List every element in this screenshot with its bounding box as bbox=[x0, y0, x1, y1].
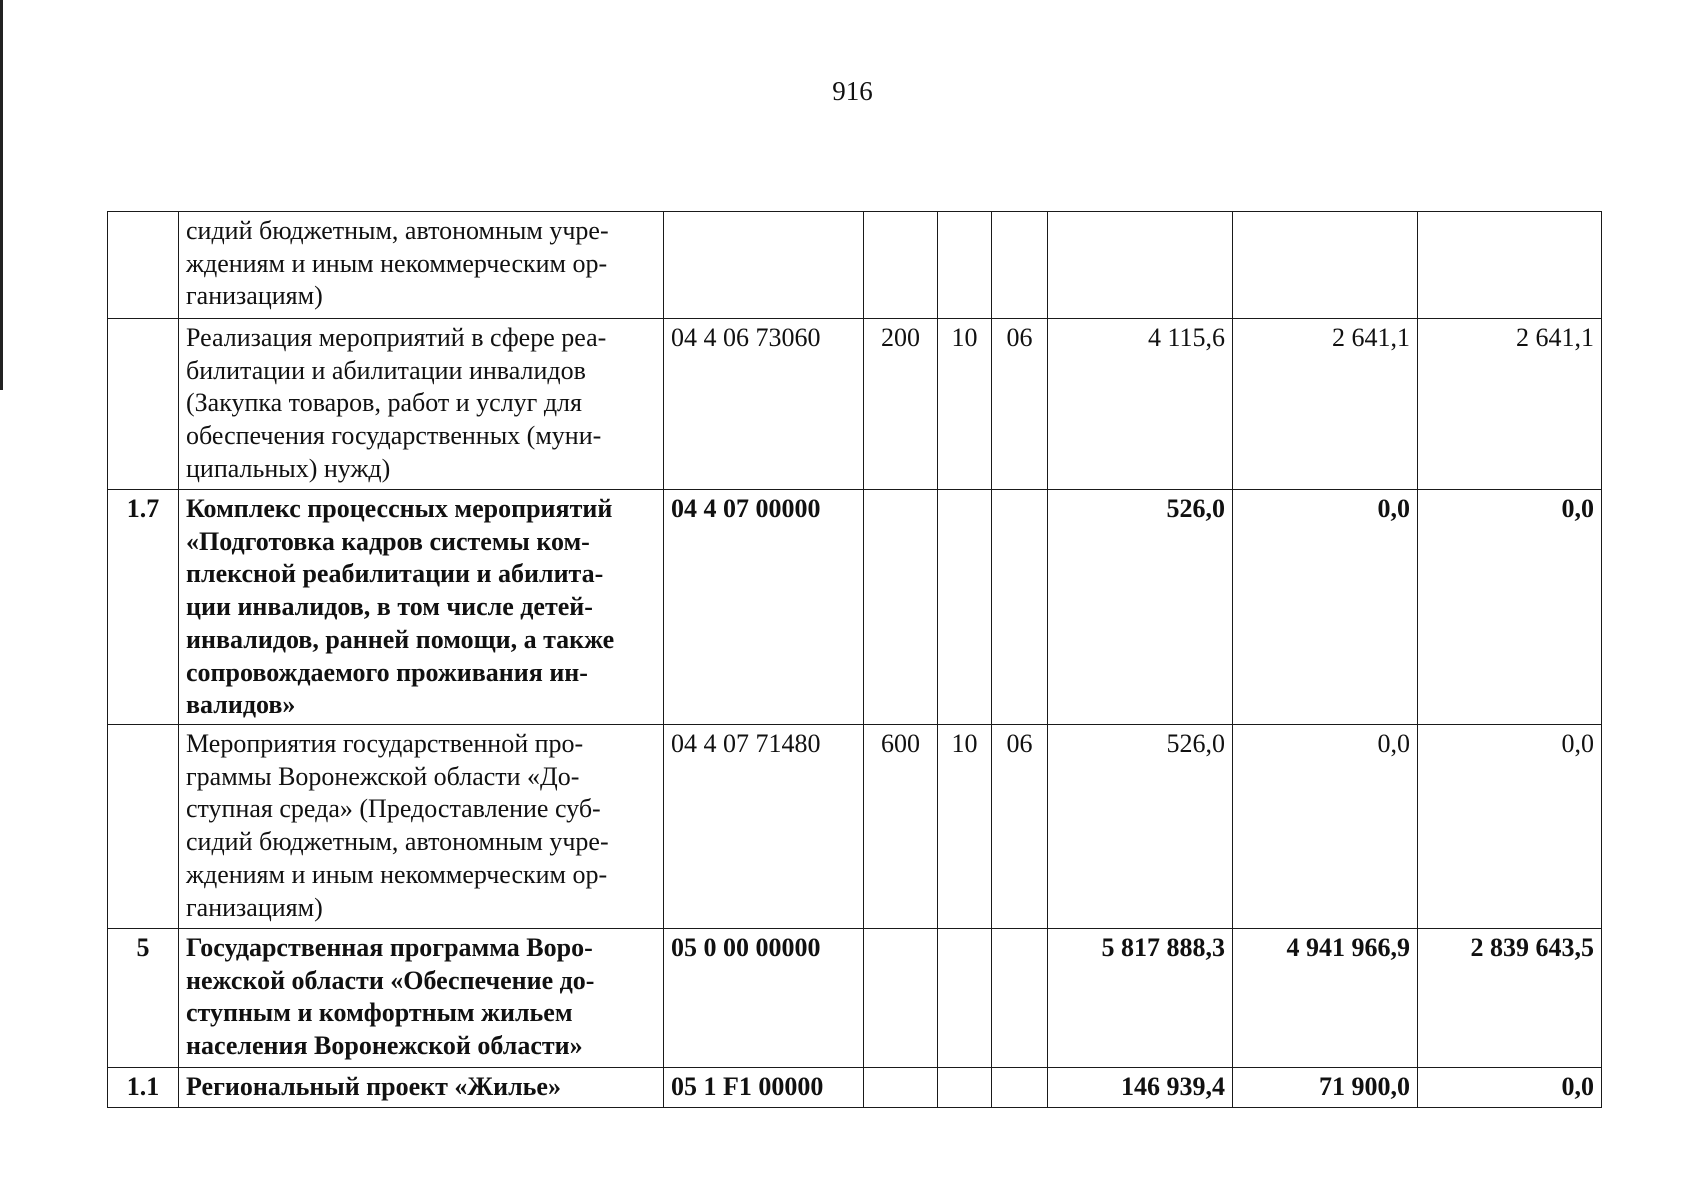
page-number: 916 bbox=[832, 76, 873, 106]
table-row bbox=[108, 490, 1602, 725]
row-expense-type: 200 bbox=[864, 319, 938, 490]
row-number: 5 bbox=[108, 929, 179, 1068]
row-amount-1: 5 817 888,3 bbox=[1048, 929, 1233, 1068]
row-amount-3: 0,0 bbox=[1418, 1068, 1602, 1108]
row-code: 05 0 00 00000 bbox=[664, 929, 864, 1068]
table-row bbox=[108, 725, 1602, 929]
row-name-text: сидий бюджетным, автономным учре- ждениям и иным некоммерческим ор- ганизациям) bbox=[186, 216, 609, 311]
row-name bbox=[179, 490, 664, 725]
row-number bbox=[108, 725, 179, 929]
row-number: 1.1 bbox=[108, 1068, 179, 1108]
row-amount-3: 2 641,1 bbox=[1418, 319, 1602, 490]
budget-table bbox=[107, 211, 1602, 1108]
row-code: 05 1 F1 00000 bbox=[664, 1068, 864, 1108]
row-amount-1: 4 115,6 bbox=[1048, 319, 1233, 490]
row-number: 1.7 bbox=[108, 490, 179, 725]
row-section bbox=[938, 490, 992, 725]
row-amount-2 bbox=[1233, 212, 1418, 319]
row-amount-2: 0,0 bbox=[1233, 725, 1418, 929]
table-row bbox=[108, 1068, 1602, 1108]
row-name bbox=[179, 319, 664, 490]
row-name-text: Региональный проект «Жилье» bbox=[186, 1072, 561, 1101]
row-expense-type bbox=[864, 212, 938, 319]
table-row bbox=[108, 319, 1602, 490]
row-expense-type: 600 bbox=[864, 725, 938, 929]
row-name bbox=[179, 929, 664, 1068]
row-code bbox=[664, 212, 864, 319]
row-amount-3: 0,0 bbox=[1418, 490, 1602, 725]
row-code: 04 4 06 73060 bbox=[664, 319, 864, 490]
row-subsection bbox=[992, 212, 1048, 319]
row-number bbox=[108, 212, 179, 319]
row-subsection: 06 bbox=[992, 725, 1048, 929]
row-code: 04 4 07 00000 bbox=[664, 490, 864, 725]
row-amount-2: 2 641,1 bbox=[1233, 319, 1418, 490]
row-amount-1: 526,0 bbox=[1048, 490, 1233, 725]
scan-edge-line bbox=[0, 0, 3, 390]
row-amount-3 bbox=[1418, 212, 1602, 319]
row-amount-2: 0,0 bbox=[1233, 490, 1418, 725]
table-row bbox=[108, 212, 1602, 319]
row-name-text: Мероприятия государственной про- граммы Воронежской области «До- ступная среда» (Предоставление суб- сидий бюджетным, автономным учре- ждениям и иным некоммерческим ор- ганизациям) bbox=[186, 729, 609, 922]
row-expense-type bbox=[864, 490, 938, 725]
row-expense-type bbox=[864, 1068, 938, 1108]
row-amount-2: 71 900,0 bbox=[1233, 1068, 1418, 1108]
row-amount-1: 146 939,4 bbox=[1048, 1068, 1233, 1108]
row-section bbox=[938, 212, 992, 319]
row-section: 10 bbox=[938, 725, 992, 929]
row-name-text: Государственная программа Воро- нежской области «Обеспечение до- ступным и комфортным жильем населения Воронежской области» bbox=[186, 933, 595, 1061]
row-section: 10 bbox=[938, 319, 992, 490]
row-name-text: Реализация мероприятий в сфере реа- билитации и абилитации инвалидов (Закупка товаров, работ и услуг для обеспечения государственных (муни- ципальных) нужд) bbox=[186, 323, 607, 483]
row-expense-type bbox=[864, 929, 938, 1068]
row-subsection bbox=[992, 490, 1048, 725]
row-subsection: 06 bbox=[992, 319, 1048, 490]
row-subsection bbox=[992, 1068, 1048, 1108]
row-subsection bbox=[992, 929, 1048, 1068]
table-row bbox=[108, 929, 1602, 1068]
row-name bbox=[179, 1068, 664, 1108]
row-code: 04 4 07 71480 bbox=[664, 725, 864, 929]
row-section bbox=[938, 929, 992, 1068]
row-name bbox=[179, 212, 664, 319]
row-section bbox=[938, 1068, 992, 1108]
row-amount-1 bbox=[1048, 212, 1233, 319]
row-amount-2: 4 941 966,9 bbox=[1233, 929, 1418, 1068]
row-name bbox=[179, 725, 664, 929]
row-amount-3: 2 839 643,5 bbox=[1418, 929, 1602, 1068]
row-number bbox=[108, 319, 179, 490]
row-amount-3: 0,0 bbox=[1418, 725, 1602, 929]
row-name-text: Комплекс процессных мероприятий «Подготовка кадров системы ком- плексной реабилитации и абилита- ции инвалидов, в том числе детей- инвалидов, ранней помощи, а также сопровождаемого проживания ин- валидов» bbox=[186, 494, 615, 720]
row-amount-1: 526,0 bbox=[1048, 725, 1233, 929]
